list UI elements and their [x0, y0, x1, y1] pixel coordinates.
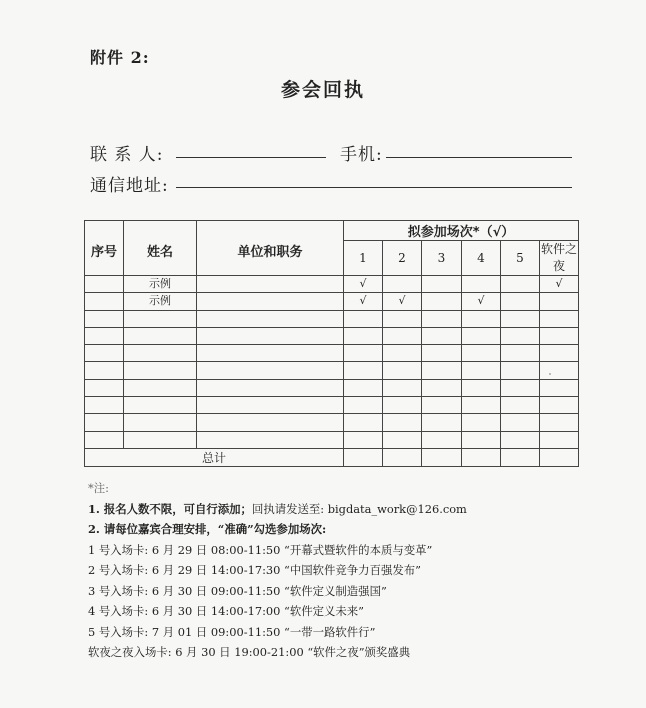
attachment-label: 附件 2: — [90, 48, 150, 67]
row-org-cell[interactable] — [197, 414, 344, 431]
row-session-check-cell[interactable] — [540, 431, 579, 448]
row-session-check-cell[interactable] — [422, 276, 462, 293]
note-1 — [88, 499, 467, 520]
header-name: 姓名 — [124, 221, 197, 276]
table-row — [85, 397, 579, 414]
row-session-check-cell[interactable] — [422, 345, 462, 362]
row-session-check-cell[interactable] — [462, 276, 501, 293]
row-seq-cell[interactable] — [85, 293, 124, 310]
table-row — [85, 293, 579, 310]
total-cell[interactable] — [383, 448, 422, 466]
scan-speck — [549, 373, 551, 375]
row-session-check-cell[interactable] — [501, 293, 540, 310]
row-session-check-cell[interactable] — [540, 379, 579, 396]
row-session-check-cell[interactable]: √ — [344, 276, 383, 293]
row-session-check-cell[interactable] — [501, 431, 540, 448]
row-session-check-cell[interactable] — [383, 397, 422, 414]
row-session-check-cell[interactable] — [540, 310, 579, 327]
page-title: 参会回执 — [280, 79, 365, 101]
row-session-check-cell[interactable] — [462, 379, 501, 396]
table-row — [85, 276, 579, 293]
contact-label: 联 系 人: — [90, 145, 164, 165]
row-session-check-cell[interactable] — [344, 414, 383, 431]
note-2: 2. 请每位嘉宾合理安排，“准确”勾选参加场次: — [88, 522, 327, 536]
row-session-check-cell[interactable] — [422, 293, 462, 310]
row-org-cell[interactable] — [197, 362, 344, 379]
row-org-cell[interactable] — [197, 379, 344, 396]
phone-label: 手机: — [340, 145, 383, 165]
row-session-check-cell[interactable] — [462, 397, 501, 414]
total-cell[interactable] — [462, 448, 501, 466]
row-session-check-cell[interactable]: √ — [383, 293, 422, 310]
row-session-check-cell[interactable] — [422, 310, 462, 327]
row-org-cell[interactable] — [197, 431, 344, 448]
row-session-check-cell[interactable] — [462, 327, 501, 344]
note-1-suffix: 回执请发送至: bigdata_work@126.com — [251, 501, 467, 516]
row-seq-cell[interactable] — [85, 276, 124, 293]
row-session-check-cell[interactable] — [344, 379, 383, 396]
row-session-check-cell[interactable] — [501, 345, 540, 362]
table-row — [85, 345, 579, 362]
table-row — [85, 431, 579, 448]
row-name-cell[interactable] — [124, 397, 197, 414]
ticket-4: 4 号入场卡: 6 月 30 日 14:00-17:00 “软件定义未来” — [88, 604, 365, 618]
table-row — [85, 379, 579, 396]
row-session-check-cell[interactable] — [462, 362, 501, 379]
row-session-check-cell[interactable] — [344, 327, 383, 344]
row-org-cell[interactable] — [197, 310, 344, 327]
row-session-check-cell[interactable] — [422, 379, 462, 396]
ticket-3: 3 号入场卡: 6 月 30 日 09:00-11:50 “软件定义制造强国” — [88, 583, 387, 598]
ticket-2: 2 号入场卡: 6 月 29 日 14:00-17:30 “中国软件竞争力百强发布” — [88, 563, 421, 577]
header-org: 单位和职务 — [197, 221, 344, 276]
total-label: 总计 — [85, 448, 344, 466]
ticket-1: 1 号入场卡: 6 月 29 日 08:00-11:50 “开幕式暨软件的本质与变革” — [88, 542, 433, 557]
row-session-check-cell[interactable] — [501, 397, 540, 414]
row-name-cell[interactable]: 示例 — [124, 293, 197, 310]
row-session-check-cell[interactable] — [462, 310, 501, 327]
row-session-check-cell[interactable]: √ — [344, 293, 383, 310]
row-session-check-cell[interactable] — [383, 362, 422, 379]
row-session-check-cell[interactable] — [540, 397, 579, 414]
row-session-check-cell[interactable] — [383, 345, 422, 362]
total-cell[interactable] — [540, 448, 579, 466]
row-session-check-cell[interactable] — [501, 414, 540, 431]
header-sessions: 拟参加场次*（√） — [344, 221, 579, 241]
row-session-check-cell[interactable] — [540, 362, 579, 379]
row-name-cell[interactable] — [124, 362, 197, 379]
ticket-night: 软夜之夜入场卡: 6 月 30 日 19:00-21:00 “软件之夜”颁奖盛典 — [88, 645, 411, 659]
row-seq-cell[interactable] — [85, 345, 124, 362]
row-session-check-cell[interactable] — [344, 310, 383, 327]
row-seq-cell[interactable] — [85, 310, 124, 327]
row-org-cell[interactable] — [197, 327, 344, 344]
row-session-check-cell[interactable] — [344, 345, 383, 362]
row-session-check-cell[interactable] — [540, 414, 579, 431]
row-session-check-cell[interactable] — [344, 362, 383, 379]
contact-field[interactable] — [176, 156, 326, 158]
contact-row — [90, 140, 164, 165]
row-session-check-cell[interactable] — [501, 327, 540, 344]
registration-table — [84, 220, 579, 467]
row-session-check-cell[interactable] — [344, 397, 383, 414]
row-name-cell[interactable] — [124, 327, 197, 344]
address-row — [90, 171, 169, 196]
row-session-check-cell[interactable] — [540, 345, 579, 362]
row-seq-cell[interactable] — [85, 379, 124, 396]
row-seq-cell[interactable] — [85, 327, 124, 344]
phone-field[interactable] — [386, 156, 572, 158]
row-session-check-cell[interactable] — [422, 397, 462, 414]
row-name-cell[interactable] — [124, 414, 197, 431]
address-label: 通信地址: — [90, 176, 169, 196]
row-session-check-cell[interactable] — [383, 310, 422, 327]
note-1-prefix: 1. 报名人数不限，可自行添加； — [88, 501, 252, 516]
notes-asterisk: *注: — [88, 481, 109, 495]
row-session-check-cell[interactable] — [462, 345, 501, 362]
table-row — [85, 362, 579, 379]
row-name-cell[interactable] — [124, 431, 197, 448]
row-name-cell[interactable]: 示例 — [124, 276, 197, 293]
row-name-cell[interactable] — [124, 379, 197, 396]
row-seq-cell[interactable] — [85, 431, 124, 448]
row-session-check-cell[interactable] — [383, 414, 422, 431]
row-session-check-cell[interactable] — [383, 276, 422, 293]
row-seq-cell[interactable] — [85, 362, 124, 379]
row-session-check-cell[interactable] — [501, 379, 540, 396]
row-session-check-cell[interactable]: √ — [462, 293, 501, 310]
row-session-check-cell[interactable] — [462, 414, 501, 431]
table-body — [85, 276, 579, 449]
header-seq: 序号 — [85, 221, 124, 276]
session-3-header: 3 — [422, 241, 462, 276]
row-session-check-cell[interactable] — [422, 414, 462, 431]
session-night-header: 软件之夜 — [540, 241, 579, 276]
table-row — [85, 327, 579, 344]
phone-row — [340, 140, 383, 165]
row-session-check-cell[interactable] — [540, 293, 579, 310]
table-row — [85, 414, 579, 431]
session-2-header: 2 — [383, 241, 422, 276]
address-field[interactable] — [176, 186, 572, 188]
row-org-cell[interactable] — [197, 397, 344, 414]
total-cell[interactable] — [422, 448, 462, 466]
row-seq-cell[interactable] — [85, 414, 124, 431]
row-session-check-cell[interactable]: √ — [540, 276, 579, 293]
total-cell[interactable] — [501, 448, 540, 466]
row-seq-cell[interactable] — [85, 397, 124, 414]
row-session-check-cell[interactable] — [422, 431, 462, 448]
total-cell[interactable] — [344, 448, 383, 466]
row-session-check-cell[interactable] — [344, 431, 383, 448]
row-name-cell[interactable] — [124, 310, 197, 327]
row-session-check-cell[interactable] — [501, 362, 540, 379]
row-session-check-cell[interactable] — [383, 379, 422, 396]
row-org-cell[interactable] — [197, 293, 344, 310]
session-1-header: 1 — [344, 241, 383, 276]
row-name-cell[interactable] — [124, 345, 197, 362]
row-org-cell[interactable] — [197, 276, 344, 293]
row-org-cell[interactable] — [197, 345, 344, 362]
row-session-check-cell[interactable] — [422, 327, 462, 344]
row-session-check-cell[interactable] — [501, 276, 540, 293]
notes-section — [88, 478, 467, 663]
row-session-check-cell[interactable] — [383, 327, 422, 344]
session-4-header: 4 — [462, 241, 501, 276]
row-session-check-cell[interactable] — [383, 431, 422, 448]
ticket-5: 5 号入场卡: 7 月 01 日 09:00-11:50 “一带一路软件行” — [88, 624, 376, 639]
session-5-header: 5 — [501, 241, 540, 276]
table-row — [85, 310, 579, 327]
row-session-check-cell[interactable] — [462, 431, 501, 448]
row-session-check-cell[interactable] — [540, 327, 579, 344]
row-session-check-cell[interactable] — [422, 362, 462, 379]
row-session-check-cell[interactable] — [501, 310, 540, 327]
